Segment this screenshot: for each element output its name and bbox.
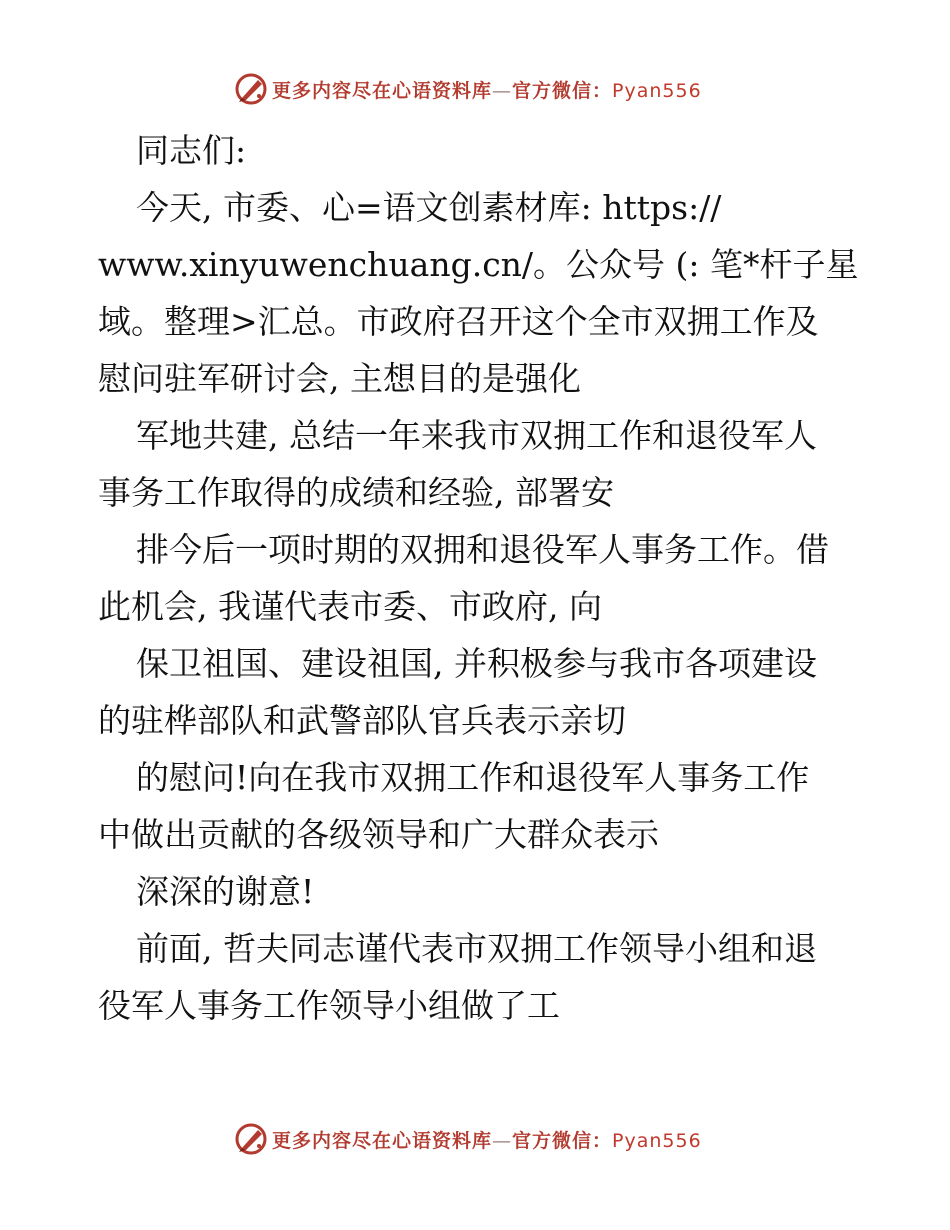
text-line: www.xinyuwenchuang.cn/。公众号 (: 笔*杆子星 — [98, 245, 859, 284]
banner-text: 更多内容尽在心语资料库—官方微信：Pyan556 — [272, 79, 702, 102]
text-line: 的驻桦部队和武警部队官兵表示亲切 — [98, 701, 626, 740]
text-line: 保卫祖国、建设祖国, 并积极参与我市各项建设 — [136, 644, 817, 683]
pen-logo-icon — [234, 72, 268, 106]
text-line: 中做出贡献的各级领导和广大群众表示 — [98, 815, 659, 854]
document-body — [98, 122, 858, 1034]
text-line: 慰问驻军研讨会, 主想目的是强化 — [98, 359, 581, 398]
text-line: 前面, 哲夫同志谨代表市双拥工作领导小组和退 — [136, 929, 817, 968]
text-line: 的慰问!向在我市双拥工作和退役军人事务工作 — [136, 758, 810, 797]
text-line: 同志们: — [136, 131, 247, 170]
text-line: 役军人事务工作领导小组做了工 — [98, 986, 560, 1025]
text-line: 域。整理>汇总。市政府召开这个全市双拥工作及 — [98, 302, 819, 341]
pen-logo-icon — [234, 1122, 268, 1156]
text-line: 事务工作取得的成绩和经验, 部署安 — [98, 473, 614, 512]
text-line: 排今后一项时期的双拥和退役军人事务工作。借 — [136, 530, 829, 569]
footer-banner — [0, 1120, 950, 1160]
text-line: 此机会, 我谨代表市委、市政府, 向 — [98, 587, 602, 626]
header-banner — [0, 70, 950, 110]
text-line: 军地共建, 总结一年来我市双拥工作和退役军人 — [136, 416, 817, 455]
banner-text: 更多内容尽在心语资料库—官方微信：Pyan556 — [272, 1129, 702, 1152]
text-line: 深深的谢意! — [136, 872, 315, 911]
text-line: 今天, 市委、心=语文创素材库: https:// — [136, 188, 722, 227]
